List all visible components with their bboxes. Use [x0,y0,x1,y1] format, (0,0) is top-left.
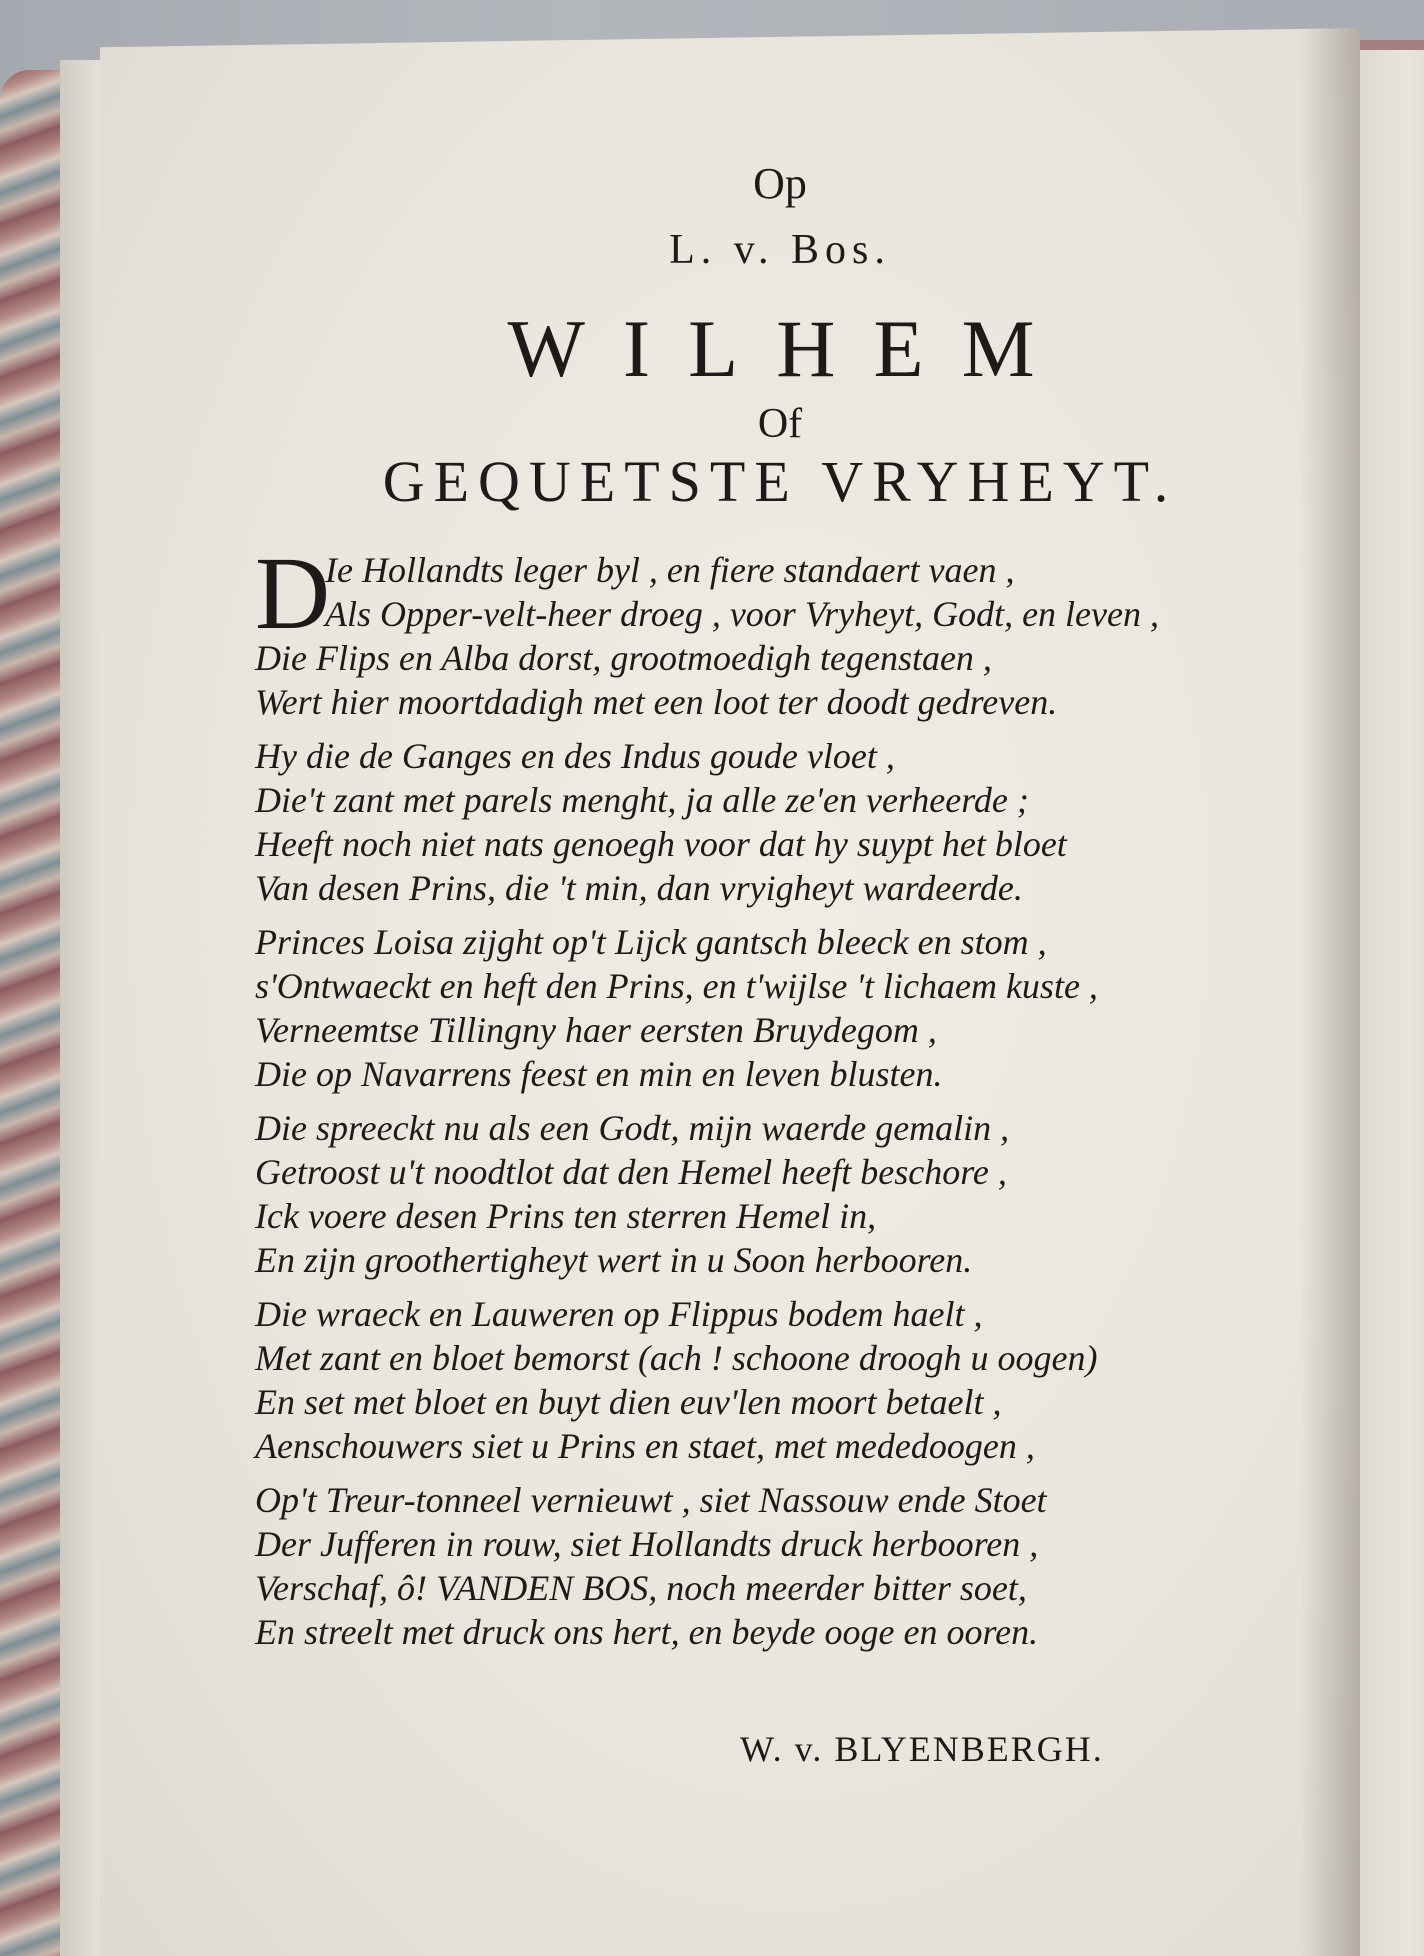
poem-line: Die spreeckt nu als een Godt, mijn waerde gemalin , [255,1108,1010,1148]
poem-line: Wert hier moortdadigh met een loot ter doodt gedreven. [255,682,1058,722]
title-main: WILHEM [507,303,1073,394]
stanza-4 [255,1106,1275,1282]
poem-line: Verneemtse Tillingny haer eersten Bruydegom , [255,1010,937,1050]
poem-line: Princes Loisa zijght op't Lijck gantsch bleeck en stom , [255,922,1047,962]
poem-line: Die wraeck en Lauweren op Flippus bodem haelt , [255,1294,983,1334]
stanza-1 [255,536,1275,724]
title-of: Of [757,401,803,447]
title-op: Op [753,159,807,208]
stanza-5 [255,1292,1275,1468]
title-author: L. v. Bos. [669,227,891,273]
poem-line: Getroost u't noodtlot dat den Hemel heeft beschore , [255,1152,1007,1192]
signature: W. v. BLYENBERGH. [740,1729,1104,1769]
poem-line: s'Ontwaeckt en heft den Prins, en t'wijlse 't lichaem kuste , [255,966,1098,1006]
stanza-3 [255,920,1275,1096]
poem-line: Met zant en bloet bemorst (ach ! schoone droogh u oogen) [255,1338,1098,1378]
stanza-2 [255,734,1275,910]
title-subtitle: GEQUETSTE VRYHEYT. [382,449,1178,514]
poem-line: Die Flips en Alba dorst, grootmoedigh tegenstaen , [255,638,992,678]
drop-cap: D [255,536,331,651]
poem-line: Der Jufferen in rouw, siet Hollandts druck herbooren , [255,1524,1039,1564]
poem-line: Hy die de Ganges en des Indus goude vloet , [255,736,895,776]
poem-line: Verschaf, ô! VANDEN BOS, noch meerder bitter soet, [255,1568,1027,1608]
poem-body [255,536,1275,1664]
poem-line: Die op Navarrens feest en min en leven blusten. [255,1054,943,1094]
poem-line: Van desen Prins, die 't min, dan vryigheyt wardeerde. [255,868,1023,908]
poem-line: Op't Treur-tonneel vernieuwt , siet Nassouw ende Stoet [255,1480,1047,1520]
poem-line: Aenschouwers siet u Prins en staet, met mededoogen , [255,1426,1035,1466]
poem-line: Ick voere desen Prins ten sterren Hemel in, [255,1196,877,1236]
poem-line: Heeft noch niet nats genoegh voor dat hy suypt het bloet [255,824,1067,864]
stanza-6 [255,1478,1275,1654]
poem-line: En set met bloet en buyt dien euv'len moort betaelt , [255,1382,1002,1422]
poem-line: Als Opper-velt-heer droeg , voor Vryheyt, Godt, en leven , [325,594,1159,634]
poem-line: Die't zant met parels menght, ja alle ze'en verheerde ; [255,780,1029,820]
poem-line: En streelt met druck ons hert, en beyde ooge en ooren. [255,1612,1039,1652]
poem-line: En zijn groothertigheyt wert in u Soon herbooren. [255,1240,973,1280]
poem-line: Ie Hollandts leger byl , en fiere standaert vaen , [325,550,1015,590]
